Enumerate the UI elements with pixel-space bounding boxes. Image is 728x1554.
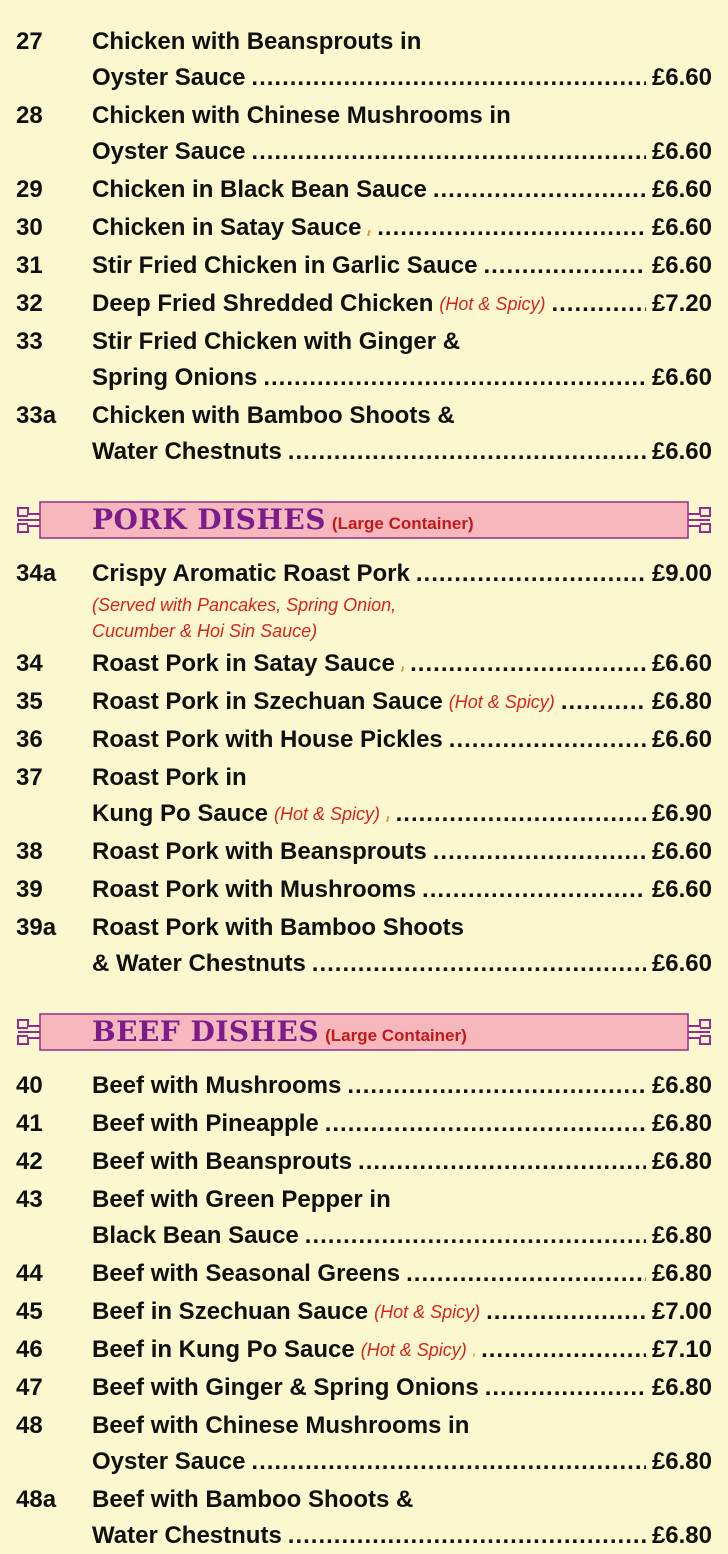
menu-item-line bbox=[0, 872, 728, 908]
dot-leader bbox=[486, 1294, 646, 1330]
dot-leader bbox=[485, 1370, 646, 1406]
dot-leader bbox=[396, 796, 646, 832]
item-name: Chicken with Bamboo Shoots & bbox=[92, 402, 455, 429]
menu-item-line bbox=[0, 134, 728, 170]
dot-leader bbox=[347, 1068, 646, 1104]
menu-item-line bbox=[0, 834, 728, 870]
menu-item bbox=[0, 98, 728, 170]
item-price: £7.00 bbox=[651, 1298, 712, 1325]
item-number: 37 bbox=[16, 764, 43, 791]
hot-spicy-label: (Hot & Spicy) bbox=[274, 804, 381, 824]
item-number: 36 bbox=[16, 726, 43, 753]
menu-item-line bbox=[0, 1294, 728, 1330]
menu-item-line bbox=[0, 910, 728, 946]
menu-item bbox=[0, 286, 728, 322]
item-name: Beef with Seasonal Greens bbox=[92, 1260, 401, 1287]
item-name: Roast Pork with Bamboo Shoots bbox=[92, 914, 465, 941]
menu-item bbox=[0, 1106, 728, 1142]
dot-leader bbox=[377, 210, 646, 246]
menu-item-line bbox=[0, 98, 728, 134]
dot-leader bbox=[288, 1518, 646, 1554]
item-number: 27 bbox=[16, 28, 43, 55]
dot-leader bbox=[305, 1218, 646, 1254]
menu-item bbox=[0, 172, 728, 208]
menu-item-line bbox=[0, 398, 728, 434]
beef-section-title: BEEF DISHES bbox=[92, 1015, 320, 1048]
item-price: £6.60 bbox=[651, 838, 712, 865]
menu-item bbox=[0, 1332, 728, 1368]
item-price: £6.60 bbox=[651, 438, 712, 465]
item-name: Roast Pork in Satay Sauce bbox=[92, 650, 395, 677]
pork-section-banner bbox=[0, 496, 728, 544]
item-number: 33a bbox=[16, 402, 57, 429]
item-number: 42 bbox=[16, 1148, 43, 1175]
item-number: 30 bbox=[16, 214, 43, 241]
dot-leader bbox=[410, 646, 646, 682]
item-name: Roast Pork in Szechuan Sauce bbox=[92, 688, 443, 715]
menu-item bbox=[0, 324, 728, 396]
item-price: £6.80 bbox=[651, 1110, 712, 1137]
pork-section-title: PORK DISHES bbox=[92, 503, 326, 536]
dot-leader bbox=[433, 834, 646, 870]
item-name: Roast Pork with Mushrooms bbox=[92, 876, 417, 903]
item-price: £9.00 bbox=[651, 560, 712, 587]
pork-items-list bbox=[0, 556, 728, 982]
item-number: 29 bbox=[16, 176, 43, 203]
menu-item bbox=[0, 248, 728, 284]
item-number: 33 bbox=[16, 328, 43, 355]
menu-item-line bbox=[0, 1408, 728, 1444]
item-name: Roast Pork with House Pickles bbox=[92, 726, 443, 753]
item-number: 34a bbox=[16, 560, 57, 587]
menu-item-line bbox=[0, 1256, 728, 1292]
menu-item bbox=[0, 872, 728, 908]
menu-item bbox=[0, 1144, 728, 1180]
menu-item-line bbox=[0, 434, 728, 470]
menu-item-line bbox=[0, 1106, 728, 1142]
menu-item-line bbox=[0, 796, 728, 832]
item-price: £6.60 bbox=[651, 214, 712, 241]
item-name: Crispy Aromatic Roast Pork bbox=[92, 560, 410, 587]
item-name: Stir Fried Chicken in Garlic Sauce bbox=[92, 252, 478, 279]
dot-leader bbox=[251, 134, 646, 170]
item-price: £6.80 bbox=[651, 1072, 712, 1099]
item-price: £6.80 bbox=[651, 688, 712, 715]
menu-item bbox=[0, 1256, 728, 1292]
item-name: Beef with Ginger & Spring Onions bbox=[92, 1374, 479, 1401]
dot-leader bbox=[251, 1444, 646, 1480]
menu-item bbox=[0, 398, 728, 470]
item-name: Beef with Pineapple bbox=[92, 1110, 319, 1137]
item-name: Beef with Green Pepper in bbox=[92, 1186, 391, 1213]
menu-item-line bbox=[0, 1332, 728, 1368]
item-name: Roast Pork in bbox=[92, 764, 247, 791]
item-number: 48 bbox=[16, 1412, 43, 1439]
item-name: Water Chestnuts bbox=[92, 438, 282, 465]
item-price: £6.80 bbox=[651, 1222, 712, 1249]
item-name: Roast Pork with Beansprouts bbox=[92, 838, 427, 865]
menu-item bbox=[0, 1182, 728, 1254]
menu-item bbox=[0, 834, 728, 870]
dot-leader bbox=[312, 946, 646, 982]
item-name: Beef in Kung Po Sauce bbox=[92, 1336, 355, 1363]
menu-item-line bbox=[0, 946, 728, 982]
item-price: £6.60 bbox=[651, 252, 712, 279]
item-name: Oyster Sauce bbox=[92, 138, 246, 165]
item-name: Beef with Chinese Mushrooms in bbox=[92, 1412, 470, 1439]
menu-item bbox=[0, 556, 728, 644]
item-price: £6.80 bbox=[651, 1148, 712, 1175]
menu-item-line bbox=[0, 210, 728, 246]
item-number: 28 bbox=[16, 102, 43, 129]
item-number: 46 bbox=[16, 1336, 43, 1363]
menu-item-line bbox=[0, 248, 728, 284]
dot-leader bbox=[288, 434, 646, 470]
item-name: Water Chestnuts bbox=[92, 1522, 282, 1549]
menu-item-line bbox=[0, 1182, 728, 1218]
item-price: £6.60 bbox=[651, 650, 712, 677]
pork-section-subtitle: (Large Container) bbox=[331, 514, 474, 533]
item-name: Beef with Beansprouts bbox=[92, 1148, 353, 1175]
item-price: £6.60 bbox=[651, 64, 712, 91]
menu-item-line bbox=[0, 1370, 728, 1406]
item-price: £6.60 bbox=[651, 138, 712, 165]
item-name: Chicken with Beansprouts in bbox=[92, 28, 422, 55]
item-number: 41 bbox=[16, 1110, 43, 1137]
menu-item-line bbox=[0, 760, 728, 796]
hot-spicy-label: (Hot & Spicy) bbox=[360, 1340, 467, 1360]
item-name: Oyster Sauce bbox=[92, 1448, 246, 1475]
menu-item-line bbox=[0, 1218, 728, 1254]
menu-item-line bbox=[0, 646, 728, 682]
dot-leader bbox=[449, 722, 646, 758]
menu-item bbox=[0, 910, 728, 982]
menu-item-line bbox=[0, 1444, 728, 1480]
hot-spicy-label: (Hot & Spicy) bbox=[439, 294, 546, 314]
item-price: £7.10 bbox=[651, 1336, 712, 1363]
item-number: 31 bbox=[16, 252, 43, 279]
menu-item bbox=[0, 24, 728, 96]
peanut-icon bbox=[367, 220, 371, 246]
item-name: Black Bean Sauce bbox=[92, 1222, 299, 1249]
item-price: £6.90 bbox=[651, 800, 712, 827]
item-number: 47 bbox=[16, 1374, 43, 1401]
menu-item bbox=[0, 1294, 728, 1330]
dot-leader bbox=[406, 1256, 646, 1292]
menu-item-line bbox=[0, 684, 728, 720]
item-name: Chicken in Satay Sauce bbox=[92, 214, 362, 241]
beef-items-list bbox=[0, 1068, 728, 1554]
menu-item bbox=[0, 210, 728, 246]
dot-leader bbox=[325, 1106, 646, 1142]
menu-item bbox=[0, 722, 728, 758]
dot-leader bbox=[433, 172, 646, 208]
menu-item-line bbox=[0, 556, 728, 592]
item-name: Beef with Mushrooms bbox=[92, 1072, 342, 1099]
item-name: Stir Fried Chicken with Ginger & bbox=[92, 328, 461, 355]
item-number: 35 bbox=[16, 688, 43, 715]
dot-leader bbox=[481, 1332, 646, 1368]
item-price: £6.80 bbox=[651, 1522, 712, 1549]
menu-item bbox=[0, 646, 728, 682]
peanut-icon bbox=[473, 1342, 475, 1368]
menu-item bbox=[0, 1068, 728, 1104]
item-price: £6.60 bbox=[651, 950, 712, 977]
item-price: £6.60 bbox=[651, 364, 712, 391]
item-number: 44 bbox=[16, 1260, 43, 1287]
hot-spicy-label: (Hot & Spicy) bbox=[448, 692, 555, 712]
dot-leader bbox=[358, 1144, 646, 1180]
item-number: 39a bbox=[16, 914, 57, 941]
item-number: 43 bbox=[16, 1186, 43, 1213]
item-name: Beef with Bamboo Shoots & bbox=[92, 1486, 414, 1513]
item-note: Cucumber & Hoi Sin Sauce) bbox=[92, 621, 318, 641]
item-price: £6.80 bbox=[651, 1260, 712, 1287]
beef-section-subtitle: (Large Container) bbox=[325, 1026, 467, 1045]
peanut-icon bbox=[386, 806, 390, 832]
beef-section-banner bbox=[0, 1008, 728, 1056]
item-number: 45 bbox=[16, 1298, 43, 1325]
dot-leader bbox=[422, 872, 646, 908]
menu-item-line bbox=[0, 722, 728, 758]
dot-leader bbox=[416, 556, 646, 592]
item-number: 39 bbox=[16, 876, 43, 903]
item-name: & Water Chestnuts bbox=[92, 950, 306, 977]
menu-item-line bbox=[0, 1144, 728, 1180]
menu-item-line bbox=[0, 1068, 728, 1104]
menu-item-line bbox=[0, 24, 728, 60]
item-name: Oyster Sauce bbox=[92, 64, 246, 91]
menu-item-line bbox=[0, 324, 728, 360]
item-note: (Served with Pancakes, Spring Onion, bbox=[92, 595, 397, 615]
menu-item-line bbox=[0, 360, 728, 396]
item-price: £6.60 bbox=[651, 726, 712, 753]
item-price: £6.60 bbox=[651, 876, 712, 903]
dot-leader bbox=[263, 360, 646, 396]
menu-item-line bbox=[0, 1482, 728, 1518]
dot-leader bbox=[483, 248, 645, 284]
menu-item bbox=[0, 1370, 728, 1406]
item-name: Deep Fried Shredded Chicken bbox=[92, 290, 434, 317]
menu-item bbox=[0, 684, 728, 720]
menu-item bbox=[0, 760, 728, 832]
peanut-icon bbox=[401, 656, 404, 682]
item-number: 32 bbox=[16, 290, 43, 317]
item-number: 38 bbox=[16, 838, 43, 865]
hot-spicy-label: (Hot & Spicy) bbox=[374, 1302, 481, 1322]
menu-item-line bbox=[0, 1518, 728, 1554]
item-name: Spring Onions bbox=[92, 364, 258, 391]
item-price: £6.80 bbox=[651, 1374, 712, 1401]
item-number: 40 bbox=[16, 1072, 43, 1099]
menu-item bbox=[0, 1482, 728, 1554]
dot-leader bbox=[251, 60, 646, 96]
menu-item-line bbox=[0, 286, 728, 322]
dot-leader bbox=[561, 684, 646, 720]
item-price: £6.60 bbox=[651, 176, 712, 203]
item-price: £7.20 bbox=[651, 290, 712, 317]
chicken-items-list bbox=[0, 24, 728, 470]
item-price: £6.80 bbox=[651, 1448, 712, 1475]
item-name: Kung Po Sauce bbox=[92, 800, 269, 827]
dot-leader bbox=[551, 286, 645, 322]
item-number: 34 bbox=[16, 650, 43, 677]
item-name: Beef in Szechuan Sauce bbox=[92, 1298, 369, 1325]
item-name: Chicken in Black Bean Sauce bbox=[92, 176, 427, 203]
item-name: Chicken with Chinese Mushrooms in bbox=[92, 102, 511, 129]
menu-item-line bbox=[0, 60, 728, 96]
menu-item-line bbox=[0, 172, 728, 208]
item-number: 48a bbox=[16, 1486, 57, 1513]
menu-item bbox=[0, 1408, 728, 1480]
